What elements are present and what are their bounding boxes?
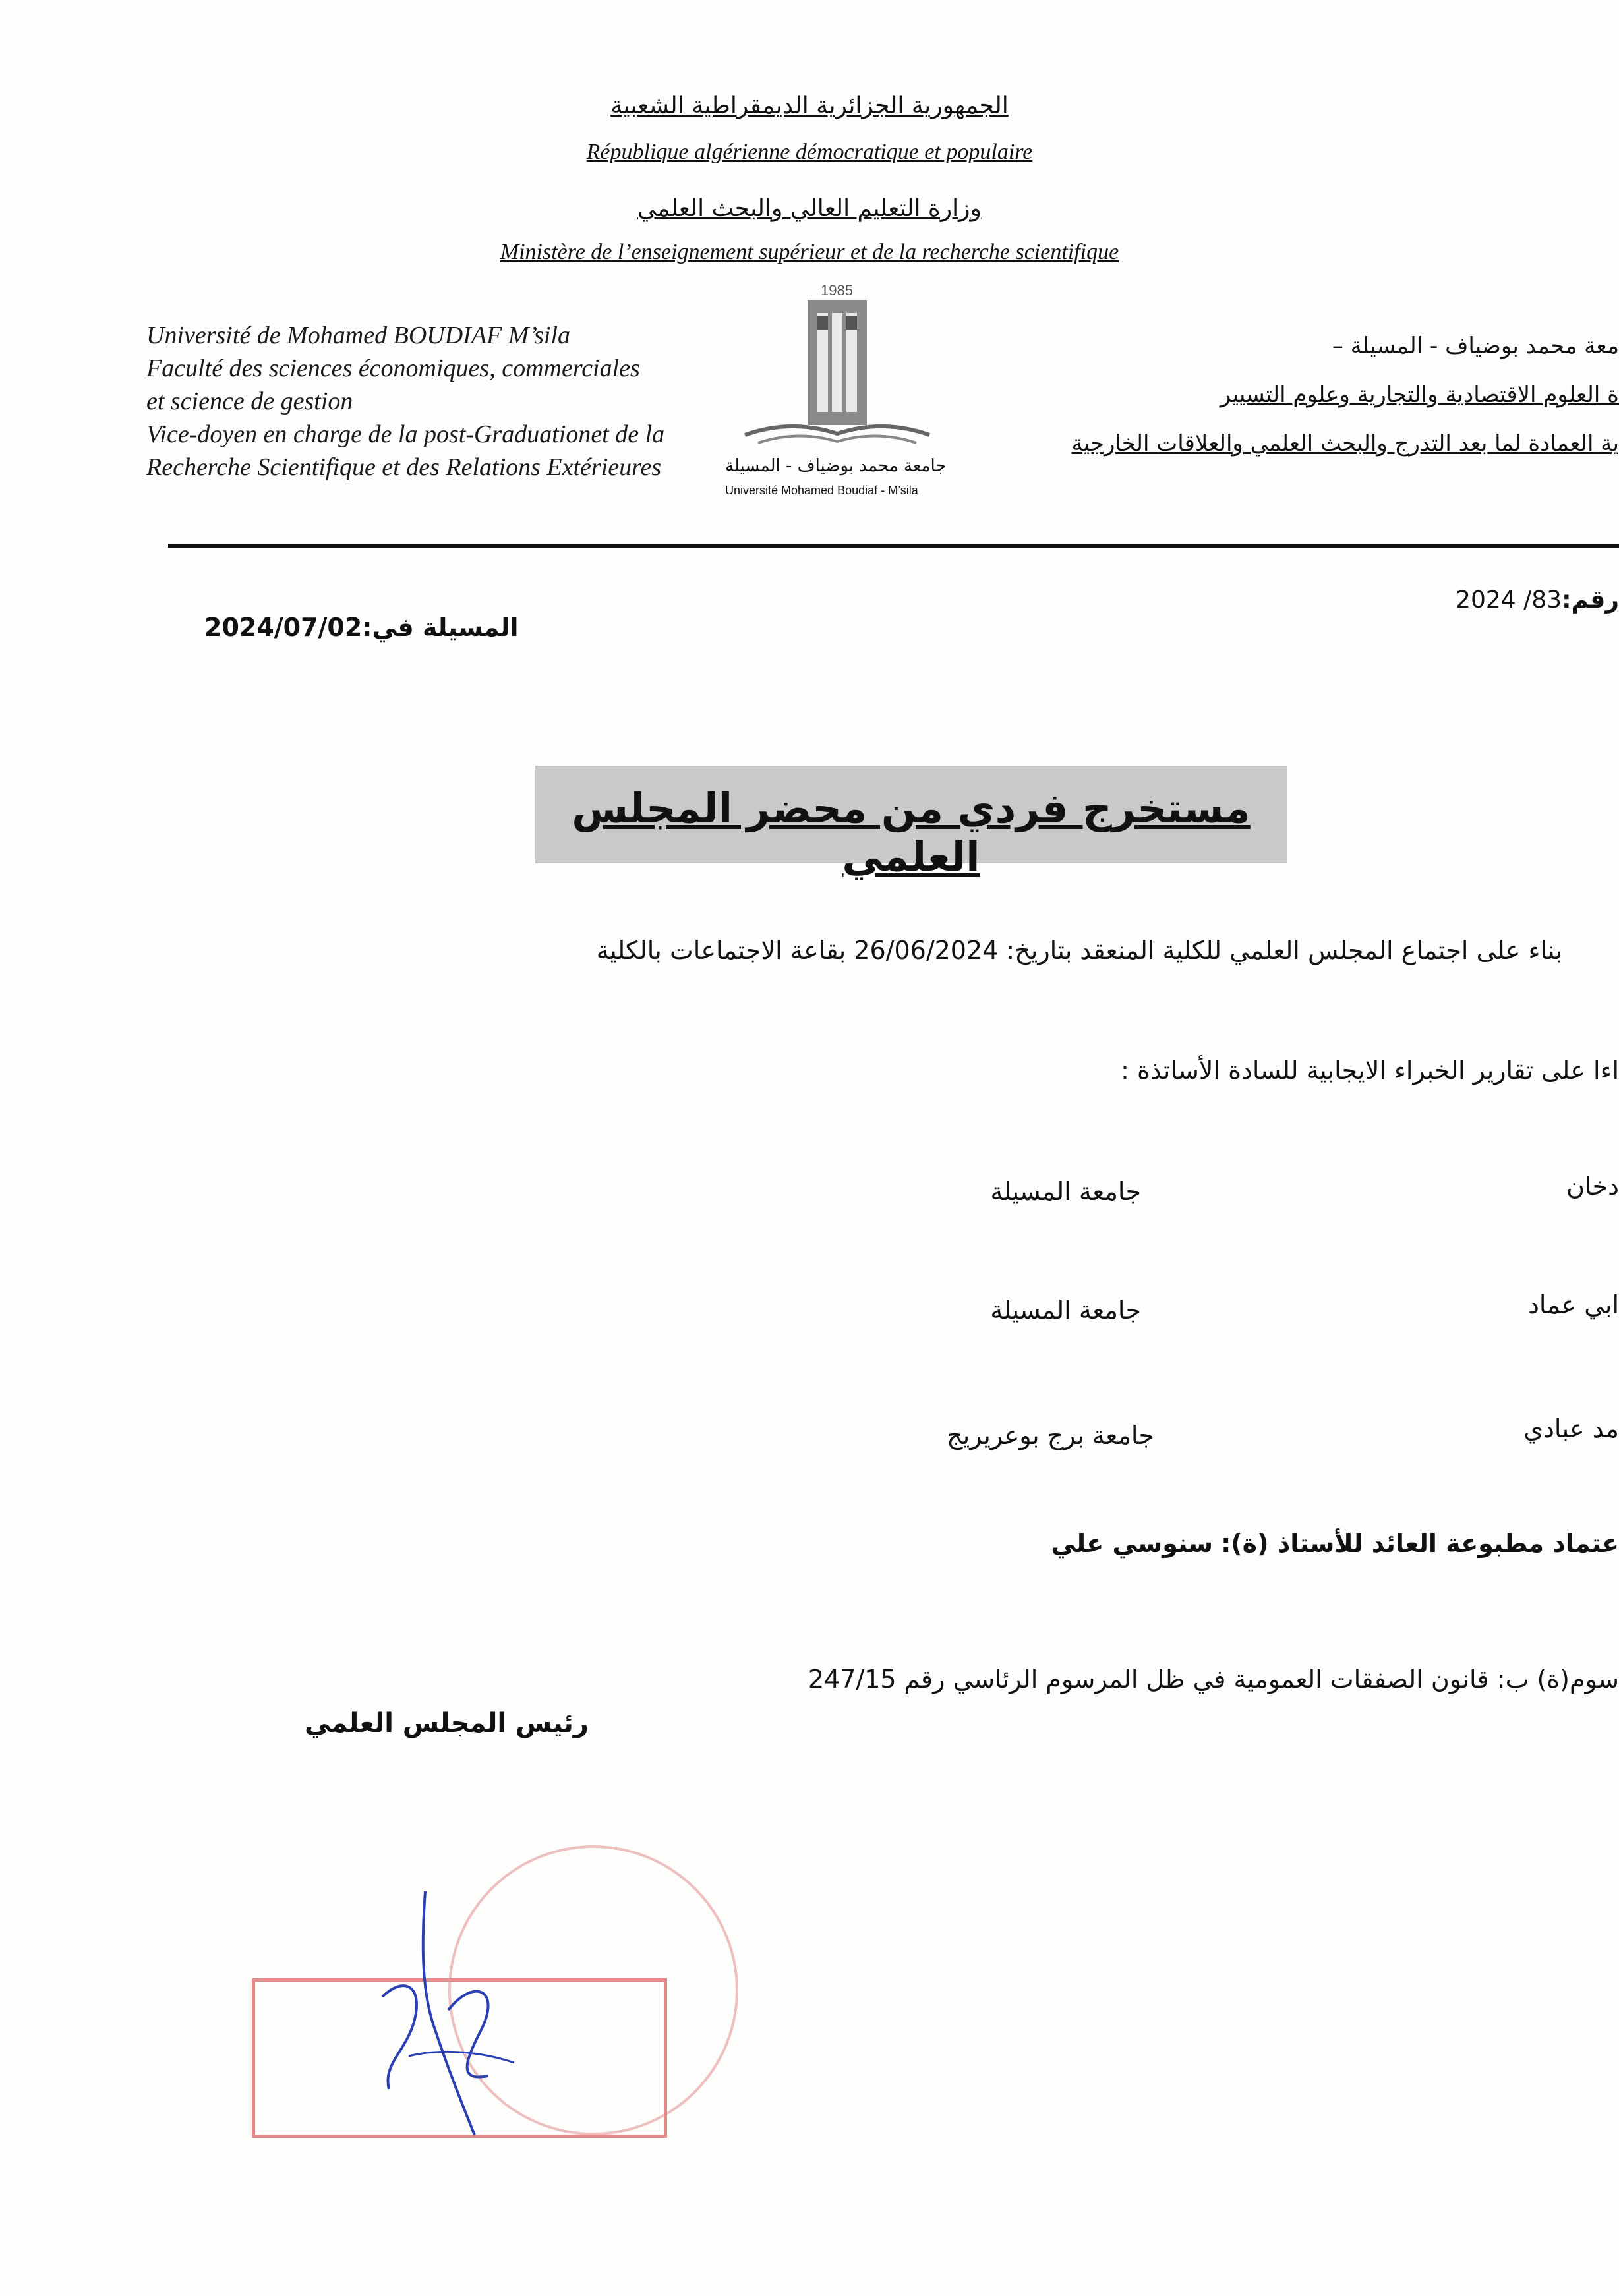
ministry-fr: Ministère de l’enseignement supérieur et de la recherche scientifique [500, 240, 1119, 264]
place-date-value: 2024/07/02 [204, 613, 363, 642]
university-name-fr: Université de Mohamed BOUDIAF M’sila [146, 322, 571, 349]
document-title: مستخرج فردي من محضر المجلس العلمي [572, 784, 1251, 880]
place-date-label: المسيلة في: [362, 613, 519, 642]
logo-year: 1985 [821, 282, 853, 299]
reference-number [1456, 587, 1619, 614]
expert-name: ابي عماد [1527, 1290, 1619, 1319]
expert-university: جامعة المسيلة [990, 1296, 1141, 1325]
republic-ar: الجمهورية الجزائرية الديمقراطية الشعبية [610, 92, 1009, 119]
council-president-title: رئيس المجلس العلمي [305, 1708, 589, 1738]
approval-label: عتماد مطبوعة العائد للأستاذ (ة): [1221, 1529, 1619, 1558]
council-meeting-paragraph: بناء على اجتماع المجلس العلمي للكلية المنعقد بتاريخ: 26/06/2024 بقاعة الاجتماعات بالكلية [596, 936, 1562, 965]
vice-dean-ar: ية العمادة لما بعد التدرج والبحث العلمي والعلاقات الخارجية [1071, 430, 1619, 457]
header-divider [168, 544, 1619, 548]
document-title-box [535, 766, 1287, 880]
university-fr-block [146, 319, 664, 484]
expert-university: جامعة المسيلة [990, 1177, 1141, 1206]
experts-intro: اءا على تقارير الخبراء الايجابية للسادة الأساتذة : [1121, 1056, 1619, 1085]
faculty-name-ar: ة العلوم الاقتصادية والتجارية وعلوم التسيير [1220, 382, 1619, 408]
university-ar-block [960, 330, 1619, 460]
vice-dean-fr-cont: Recherche Scientifique et des Relations Extérieures [146, 453, 662, 481]
approval-name: سنوسي علي [1051, 1529, 1214, 1558]
faculty-name-fr-cont: et science de gestion [146, 387, 353, 415]
expert-name: دخان [1566, 1172, 1619, 1201]
university-logo [719, 277, 956, 501]
republic-fr: République algérienne démocratique et populaire [586, 140, 1033, 164]
logo-caption-fr: Université Mohamed Boudiaf - M’sila [725, 484, 918, 497]
university-name-ar: معة محمد بوضياف - المسيلة – [1332, 333, 1619, 359]
faculty-name-fr: Faculté des sciences économiques, commerciales [146, 355, 640, 382]
handwritten-signature [343, 1885, 672, 2162]
reference-number-value: 83/ 2024 [1456, 587, 1562, 614]
university-emblem-icon [719, 277, 956, 455]
publication-subject: سوم(ة) ب: قانون الصفقات العمومية في ظل المرسوم الرئاسي رقم 247/15 [808, 1665, 1619, 1694]
approval-line [1051, 1529, 1619, 1558]
reference-number-label: رقم: [1562, 587, 1619, 614]
expert-name: مد عبادي [1523, 1414, 1619, 1443]
logo-caption-ar: جامعة محمد بوضياف - المسيلة [725, 456, 947, 476]
place-date [204, 613, 519, 642]
vice-dean-fr: Vice-doyen en charge de la post-Graduationet de la [146, 420, 665, 448]
expert-university: جامعة برج بوعريريج [947, 1421, 1154, 1450]
ministry-ar: وزارة التعليم العالي والبحث العلمي [637, 195, 982, 222]
